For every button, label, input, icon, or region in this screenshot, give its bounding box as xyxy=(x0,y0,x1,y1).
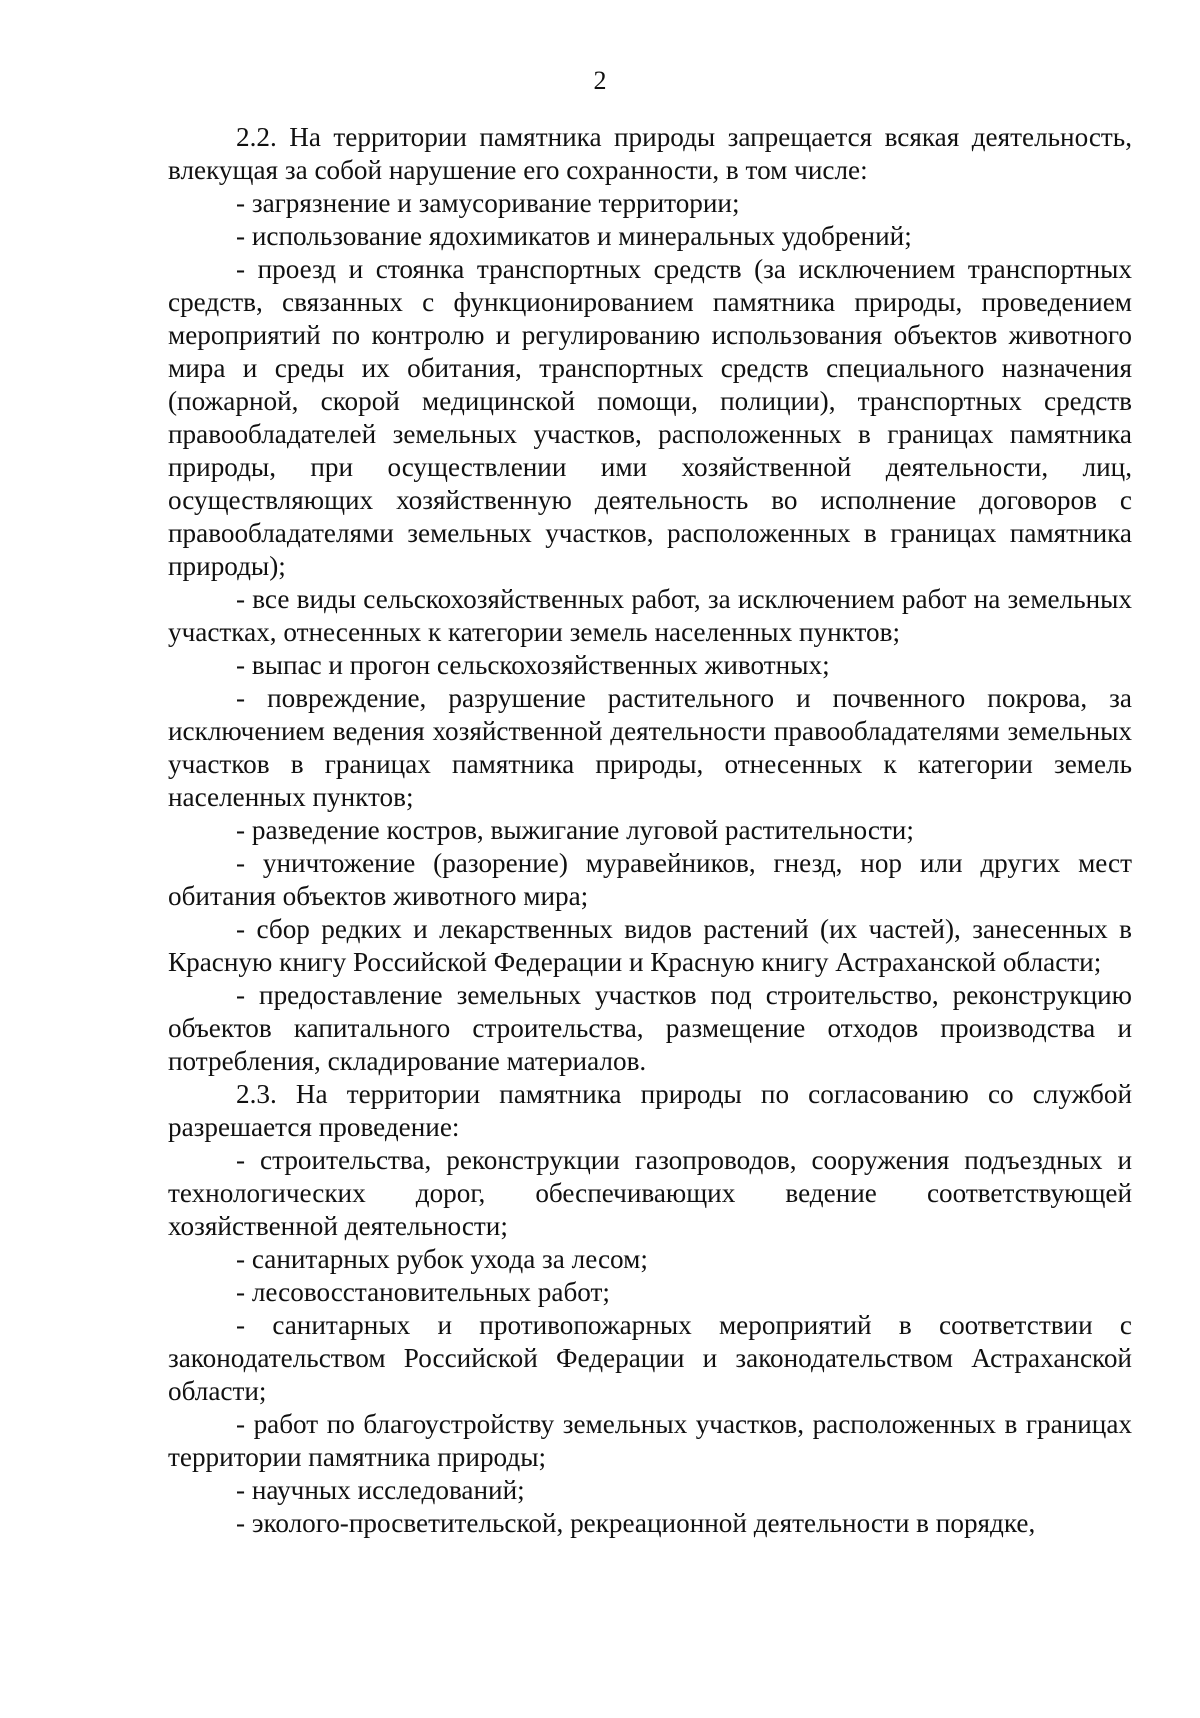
list-item: - научных исследований; xyxy=(236,1475,525,1505)
list-item: - санитарных и противопожарных мероприятий в соответствии с законодательством Российской Федерации и законодательством Астраханской области; xyxy=(168,1310,1132,1406)
list-item: - предоставление земельных участков под строительство, реконструкцию объектов капитального строительства, размещение отходов производства и потребления, складирование материалов. xyxy=(168,980,1132,1076)
list-item: - санитарных рубок ухода за лесом; xyxy=(236,1244,648,1274)
list-item: - лесовосстановительных работ; xyxy=(236,1277,610,1307)
list-item: - использование ядохимикатов и минеральных удобрений; xyxy=(236,221,912,251)
list-item: - строительства, реконструкции газопроводов, сооружения подъездных и технологических дорог, обеспечивающих ведение соответствующей хозяйственной деятельности; xyxy=(168,1145,1132,1241)
list-item: - работ по благоустройству земельных участков, расположенных в границах территории памятника природы; xyxy=(168,1409,1132,1472)
paragraph-2-3-intro: 2.3. На территории памятника природы по согласованию со службой разрешается проведение: xyxy=(168,1079,1132,1142)
list-item: - уничтожение (разорение) муравейников, гнезд, нор или других мест обитания объектов животного мира; xyxy=(168,848,1132,911)
document-body xyxy=(168,121,1132,1540)
page-number: 2 xyxy=(593,66,607,95)
list-item: - эколого-просветительской, рекреационной деятельности в порядке, xyxy=(236,1508,1036,1538)
paragraph-2-2-intro: 2.2. На территории памятника природы запрещается всякая деятельность, влекущая за собой нарушение его сохранности, в том числе: xyxy=(168,122,1132,185)
list-item: - загрязнение и замусоривание территории; xyxy=(236,188,740,218)
list-item: - проезд и стоянка транспортных средств (за исключением транспортных средств, связанных с функционированием памятника природы, проведением мероприятий по контролю и регулированию использования объектов животного мира и среды их обитания, транспортных средств специального назначения (пожарной, скорой медицинской помощи, полиции), транспортных средств правообладателей земельных участков, расположенных в границах памятника природы, при осуществлении ими хозяйственной деятельности, лиц, осуществляющих хозяйственную деятельность во исполнение договоров с правообладателями земельных участков, расположенных в границах памятника природы); xyxy=(168,254,1132,581)
list-item: - все виды сельскохозяйственных работ, за исключением работ на земельных участках, отнесенных к категории земель населенных пунктов; xyxy=(168,584,1132,647)
list-item: - повреждение, разрушение растительного и почвенного покрова, за исключением ведения хозяйственной деятельности правообладателями земельных участков в границах памятника природы, отнесенных к категории земель населенных пунктов; xyxy=(168,683,1132,812)
list-item: - сбор редких и лекарственных видов растений (их частей), занесенных в Красную книгу Российской Федерации и Красную книгу Астраханской области; xyxy=(168,914,1132,977)
list-item: - разведение костров, выжигание луговой растительности; xyxy=(236,815,914,845)
list-item: - выпас и прогон сельскохозяйственных животных; xyxy=(236,650,830,680)
